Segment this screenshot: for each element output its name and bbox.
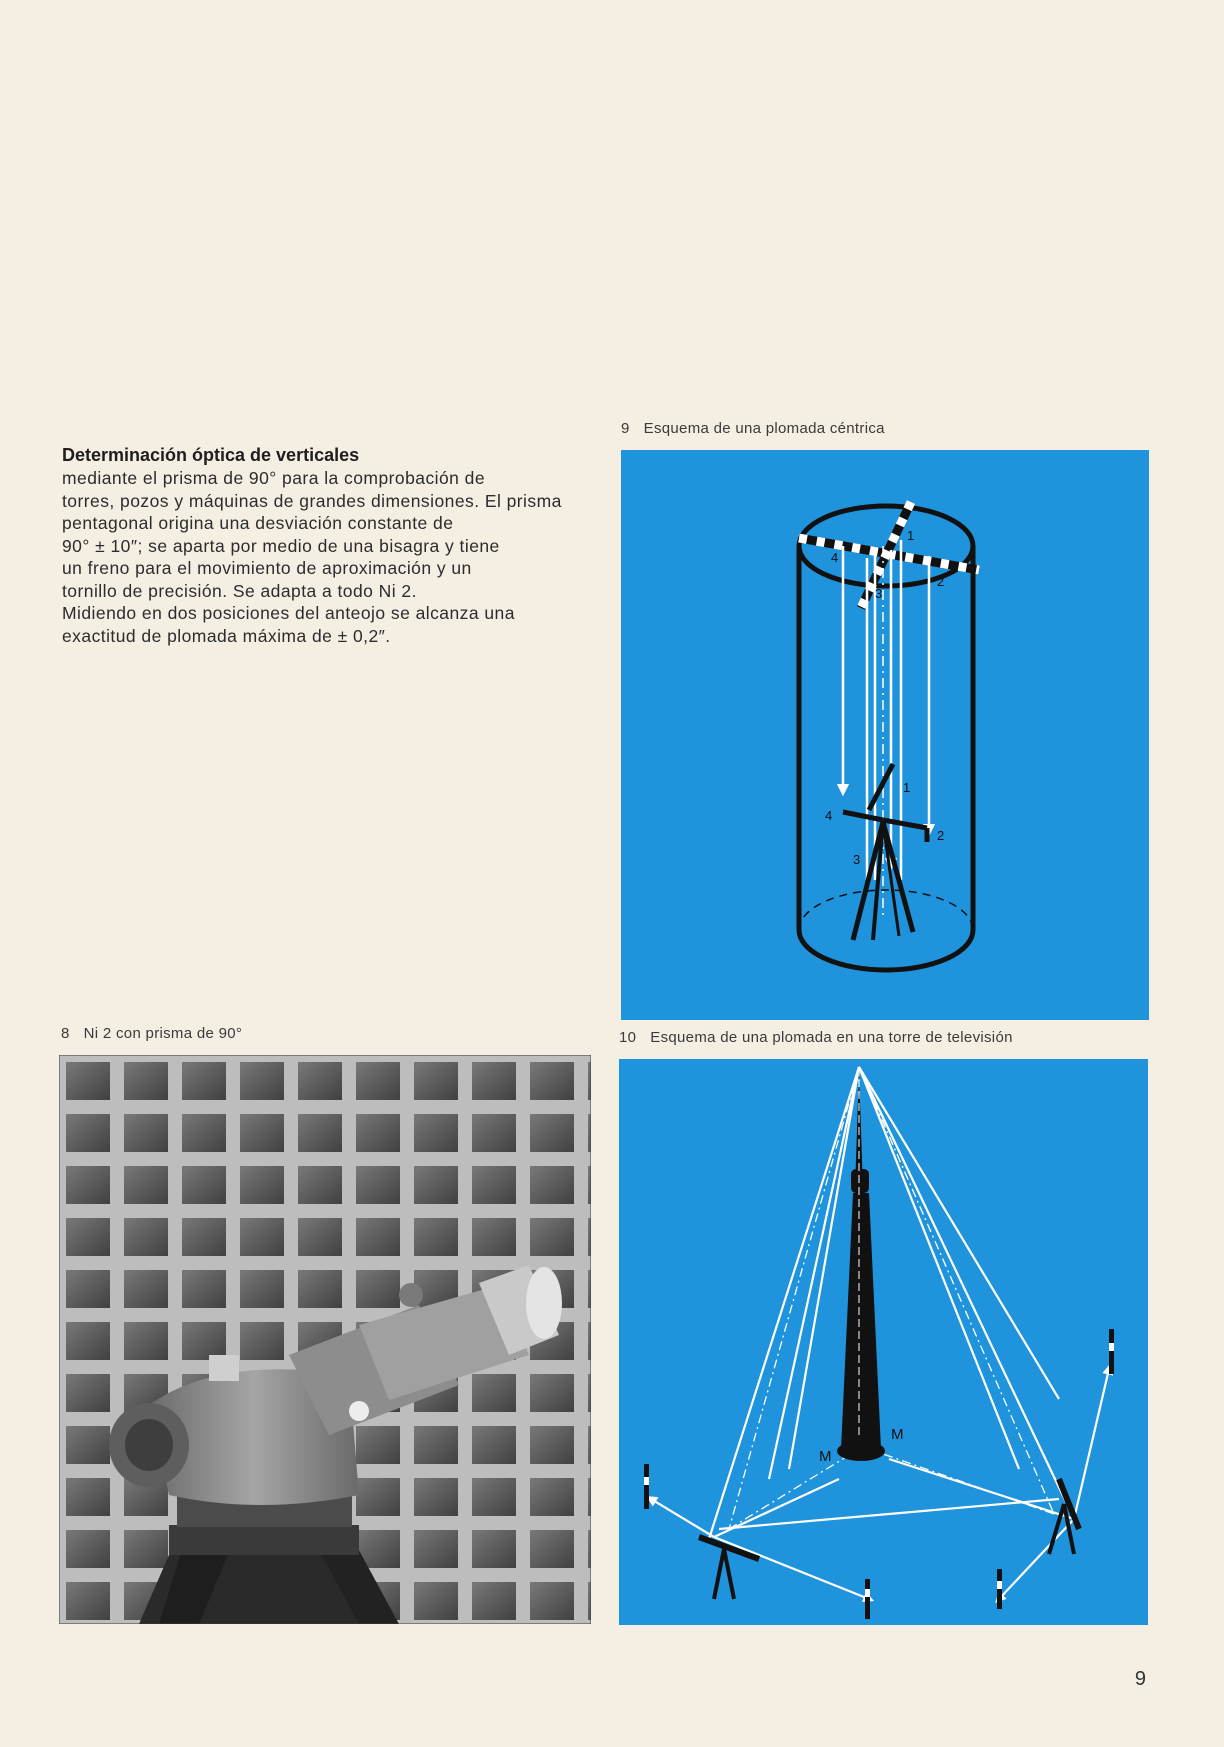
fig9-label-bottom-3: 3 <box>853 852 861 867</box>
text-line: mediante el prisma de 90° para la comprobación de <box>62 468 486 488</box>
fig9-caption <box>621 420 885 438</box>
body-text-block <box>62 444 607 647</box>
section-title: Determinación óptica de verticales <box>62 445 360 465</box>
tv-tower <box>837 1071 885 1461</box>
fig10-diagram <box>619 1059 1148 1625</box>
fig10-number: 10 <box>619 1029 637 1046</box>
text-line: torres, pozos y máquinas de grandes dimensiones. El prisma <box>62 490 562 511</box>
survey-instruments <box>699 1479 1079 1599</box>
fig10-caption <box>619 1029 1013 1047</box>
fig9-diagram <box>621 450 1149 1020</box>
text-line: Midiendo en dos posiciones del anteojo se alcanza una <box>62 603 515 623</box>
fig9-label-top-4: 4 <box>831 550 839 565</box>
text-line: exactitud de plomada máxima de ± 0,2″. <box>62 625 391 646</box>
fig9-label-top-1: 1 <box>907 528 915 543</box>
fig9-label-bottom-4: 4 <box>825 808 833 823</box>
fig9-label-top-2: 2 <box>937 574 945 589</box>
fig9-label-bottom-1: 1 <box>903 780 911 795</box>
fig8-photo <box>59 1055 591 1624</box>
fig10-caption-text: Esquema de una plomada en una torre de televisión <box>650 1029 1013 1046</box>
fig8-photo-svg <box>59 1055 591 1624</box>
text-line: 90° ± 10″; se aparta por medio de una bisagra y tiene <box>62 535 500 556</box>
fig9-label-top-3: 3 <box>875 586 883 601</box>
fig10-svg <box>619 1059 1148 1625</box>
text-line: un freno para el movimiento de aproximación y un <box>62 558 472 578</box>
fig9-svg <box>621 450 1149 1020</box>
fig9-number: 9 <box>621 420 630 437</box>
fig8-caption <box>61 1025 242 1043</box>
fig10-label-m-left: M <box>819 1448 832 1465</box>
fig9-caption-text: Esquema de una plomada céntrica <box>643 420 885 437</box>
sight-rays <box>651 1067 1109 1599</box>
cylinder-shape <box>799 506 973 970</box>
text-line: tornillo de precisión. Se adapta a todo Ni 2. <box>62 580 417 601</box>
fig8-number: 8 <box>61 1025 70 1042</box>
fig9-label-bottom-2: 2 <box>937 828 945 843</box>
text-line: pentagonal origina una desviación constante de <box>62 513 454 533</box>
fig10-label-m-right: M <box>891 1426 904 1443</box>
fig8-caption-text: Ni 2 con prisma de 90° <box>83 1025 243 1042</box>
page-number: 9 <box>1134 1668 1146 1690</box>
